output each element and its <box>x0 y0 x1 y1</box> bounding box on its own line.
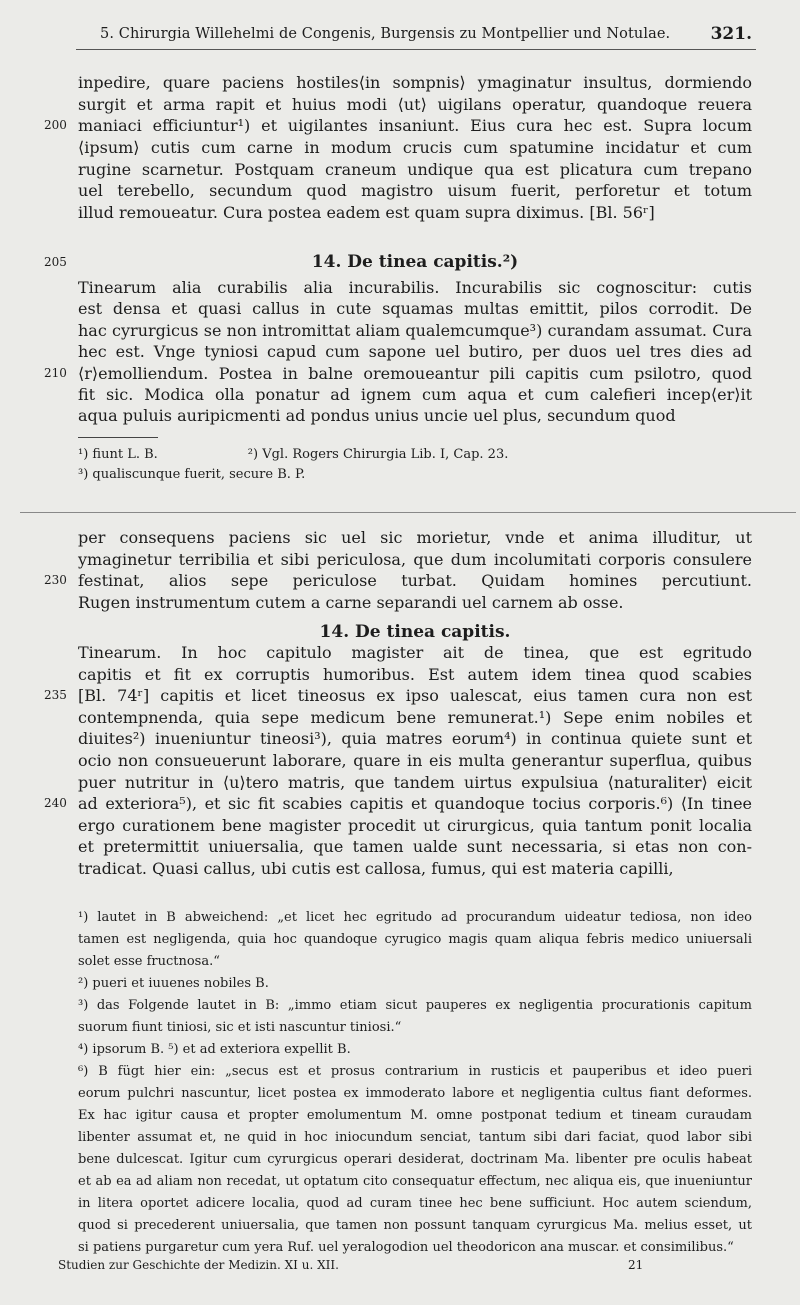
line-text: festinat, alios sepe periculose turbat. Quidam homines percutiunt. <box>78 571 752 590</box>
line-text: et pretermittit uniuersalia, que tamen ualde sunt necessaria, si etas non con- <box>78 837 752 857</box>
text-line <box>78 527 752 549</box>
footnote-line: ¹) lautet in B abweichend: „et licet hec egritudo ad procurandum uideatur tediosa, non ideo <box>78 910 752 925</box>
footer-series: Studien zur Geschichte der Medizin. XI u. XII. <box>58 1258 339 1272</box>
footnote: ²) Vgl. Rogers Chirurgia Lib. I, Cap. 23. <box>247 447 509 462</box>
line-text: hac cyrurgicus se non intromittat aliam qualemcumque³) curandam assumat. Cura <box>78 320 752 340</box>
text-line <box>78 384 752 405</box>
line-number: 210 <box>44 365 67 380</box>
text-line <box>44 685 752 707</box>
text-line <box>78 94 752 116</box>
text-line <box>78 137 752 159</box>
footnote-line: ⁶) B fügt hier ein: „secus est et prosus contrarium in rusticis et pauperibus et ideo pueri <box>78 1064 752 1079</box>
text-line <box>78 277 752 298</box>
line-text: contempnenda, quia sepe medicum bene remunerat.¹) Sepe enim nobiles et <box>78 707 752 727</box>
text-line <box>78 772 752 794</box>
upper-text-block-2 <box>44 277 752 427</box>
chapter-heading <box>44 247 752 277</box>
line-number: 230 <box>44 573 67 587</box>
line-number: 200 <box>44 118 67 133</box>
text-line <box>78 159 752 181</box>
line-text: ergo curationem bene magister procedit ut cirurgicus, quia tantum ponit localia <box>78 815 752 835</box>
footnote-row <box>78 445 752 465</box>
line-text: surgit et arma rapit et huius modi ⟨ut⟩ uigilans operatur, quandoque reuera <box>78 94 752 114</box>
footnote-line: Ex hac igitur causa et propter emolumentum M. omne postponat tedium et tineam curaudam <box>78 1108 752 1123</box>
text-line <box>78 72 752 94</box>
text-line <box>78 750 752 772</box>
running-title: 5. Chirurgia Willehelmi de Congenis, Burgensis zu Montpellier und Notulae. <box>100 26 671 42</box>
header-rule <box>76 49 756 50</box>
text-line <box>78 815 752 837</box>
line-text: [Bl. 74ʳ] capitis et licet tineosus ex ipso ualescat, eius tamen cura non est <box>78 686 752 706</box>
text-line <box>78 728 752 750</box>
line-text: est densa et quasi callus in cute squamas multas emittit, pilos corrodit. De <box>78 299 752 319</box>
line-text: puer nutritur in ⟨u⟩tero matris, que tandem uirtus expulsiua ⟨naturaliter⟩ eicit <box>78 772 752 792</box>
footnote-line: ³) das Folgende lautet in B: „immo etiam sicut pauperes ex negligentia procurationis capitum <box>78 998 752 1013</box>
section-separator <box>20 512 796 513</box>
chapter-heading-text: 14. De tinea capitis.²) <box>311 252 519 272</box>
text-line <box>78 707 752 729</box>
line-text: per consequens paciens sic uel sic morietur, vnde et anima illuditur, ut <box>78 528 752 547</box>
footnote-line: ²) pueri et iuuenes nobiles B. <box>78 976 269 991</box>
text-line <box>78 642 752 664</box>
text-line <box>78 664 752 686</box>
footnote-line: libenter assumat et, ne quid in hoc iniocundum senciat, tantum sibi dari faciat, quod labor sibi <box>78 1130 752 1145</box>
line-text: uel terebello, secundum quod magistro uisum fuerit, perforetur et totum <box>78 181 752 201</box>
footnote-line: solet esse fructnosa.“ <box>78 954 220 969</box>
page-footer <box>58 1258 758 1278</box>
line-text: ocio non consueuerunt laborare, quare in eis multa generantur superflua, quibus <box>78 750 752 770</box>
upper-footnotes <box>78 445 752 485</box>
running-header <box>0 22 800 50</box>
line-text: Rugen instrumentum cutem a carne separandi uel carnem ab osse. <box>78 592 624 612</box>
footnote-line: ⁴) ipsorum B. ⁵) et ad exteriora expellit B. <box>78 1042 351 1057</box>
footnote-line: eorum pulchri nascuntur, licet postea ex immoderato labore et negligentia cultus fiant deformes. <box>78 1086 752 1101</box>
footnote-line: in litera oportet adicere localia, quod ad curam tinee hec bene sufficiunt. Hoc autem sciendum, <box>78 1196 752 1211</box>
lower-text-block-2 <box>44 642 752 880</box>
line-text: ymaginetur terribilia et sibi periculosa, que dum incolumitati corporis consulere <box>78 549 752 569</box>
line-text: Tinearum. In hoc capitulo magister ait de tinea, que est egritudo <box>78 643 752 662</box>
lower-footnotes <box>78 907 752 1259</box>
upper-chapter-heading-block <box>44 247 752 277</box>
line-text: inpedire, quare paciens hostiles⟨in sompnis⟩ ymaginatur insultus, dormiendo <box>78 73 752 92</box>
page-number: 321. <box>710 24 752 44</box>
line-text: hec est. Vnge tyniosi capud cum sapone uel butiro, per duos uel tres dies ad <box>78 342 752 362</box>
footnote-line: et ab ea ad aliam non recedat, ut optatum cito consequatur effectum, nec aliqua eis, que inueniuntur <box>78 1174 752 1189</box>
line-text: illud remoueatur. Cura postea eadem est quam supra diximus. [Bl. 56ʳ] <box>78 203 655 223</box>
text-line <box>44 115 752 137</box>
footnote: ³) qualiscunque fuerit, secure B. P. <box>78 467 306 482</box>
text-line <box>78 202 752 224</box>
line-text: ⟨ipsum⟩ cutis cum carne in modum crucis cum spatumine incidatur et cum <box>78 138 752 158</box>
footnote-line: si patiens purgaretur cum yera Ruf. uel yeralogodion uel theodoricon ana muscar. et consimilibus.“ <box>78 1240 734 1255</box>
text-line <box>78 592 752 614</box>
line-text: tradicat. Quasi callus, ubi cutis est callosa, fumus, qui est materia capilli, <box>78 858 674 878</box>
footnote-row <box>78 465 752 485</box>
line-text: aqua puluis auripicmenti ad pondus unius uncie uel plus, secundum quod <box>78 406 676 426</box>
line-text: capitis et fit ex corruptis humoribus. Est autem idem tinea quod scabies <box>78 664 752 684</box>
upper-text-block <box>44 72 752 224</box>
footnote: ¹) fiunt L. B. <box>78 447 158 462</box>
text-line <box>78 405 752 426</box>
footnote-line: bene dulcescat. Igitur cum cyrurgicus operari desiderat, doctrinam Ma. libenter pre oculis habeat <box>78 1152 752 1167</box>
line-text: fit sic. Modica olla ponatur ad ignem cum aqua et cum calefieri incep⟨er⟩it <box>78 384 752 404</box>
line-text: diuites²) inueniuntur tineosi³), quia matres eorum⁴) in continua quiete sunt et <box>78 729 752 749</box>
text-line <box>78 549 752 571</box>
lower-text-block <box>44 527 752 613</box>
text-line <box>44 363 752 384</box>
text-line <box>78 858 752 880</box>
text-line <box>78 320 752 341</box>
text-line <box>44 570 752 592</box>
text-line <box>78 836 752 858</box>
line-text: Tinearum alia curabilis alia incurabilis. Incurabilis sic cognoscitur: cutis <box>78 278 752 297</box>
text-line <box>78 298 752 319</box>
footnote-rule <box>78 437 158 438</box>
text-line <box>78 341 752 362</box>
line-text: maniaci efficiuntur¹) et uigilantes insaniunt. Eius cura hec est. Supra locum <box>78 116 752 136</box>
footer-signature: 21 <box>628 1258 644 1272</box>
line-text: rugine scarnetur. Postquam craneum undique qua est plicatura cum trepano <box>78 159 752 179</box>
line-number: 235 <box>44 688 67 703</box>
line-number: 240 <box>44 796 67 811</box>
text-line <box>78 180 752 202</box>
footnote-line: suorum fiunt tiniosi, sic et isti nascuntur tiniosi.“ <box>78 1020 402 1035</box>
line-text: ⟨r⟩emolliendum. Postea in balne oremoueantur pili capitis cum psilotro, quod <box>78 363 752 383</box>
footnote-line: quod si precederent uniuersalia, que tamen non possunt tanquam cyrurgicus Ma. melius esset, ut <box>78 1218 752 1233</box>
line-text: ad exteriora⁵), et sic fit scabies capitis et quandoque tocius corporis.⁶) ⟨In tinee <box>78 794 752 814</box>
line-number: 205 <box>44 255 67 269</box>
chapter-heading-text: 14. De tinea capitis. <box>319 622 511 642</box>
text-line <box>44 793 752 815</box>
footnote-line: tamen est negligenda, quia hoc quandoque cyrugico magis quam aliqua febris medico uniuersali <box>78 932 752 947</box>
